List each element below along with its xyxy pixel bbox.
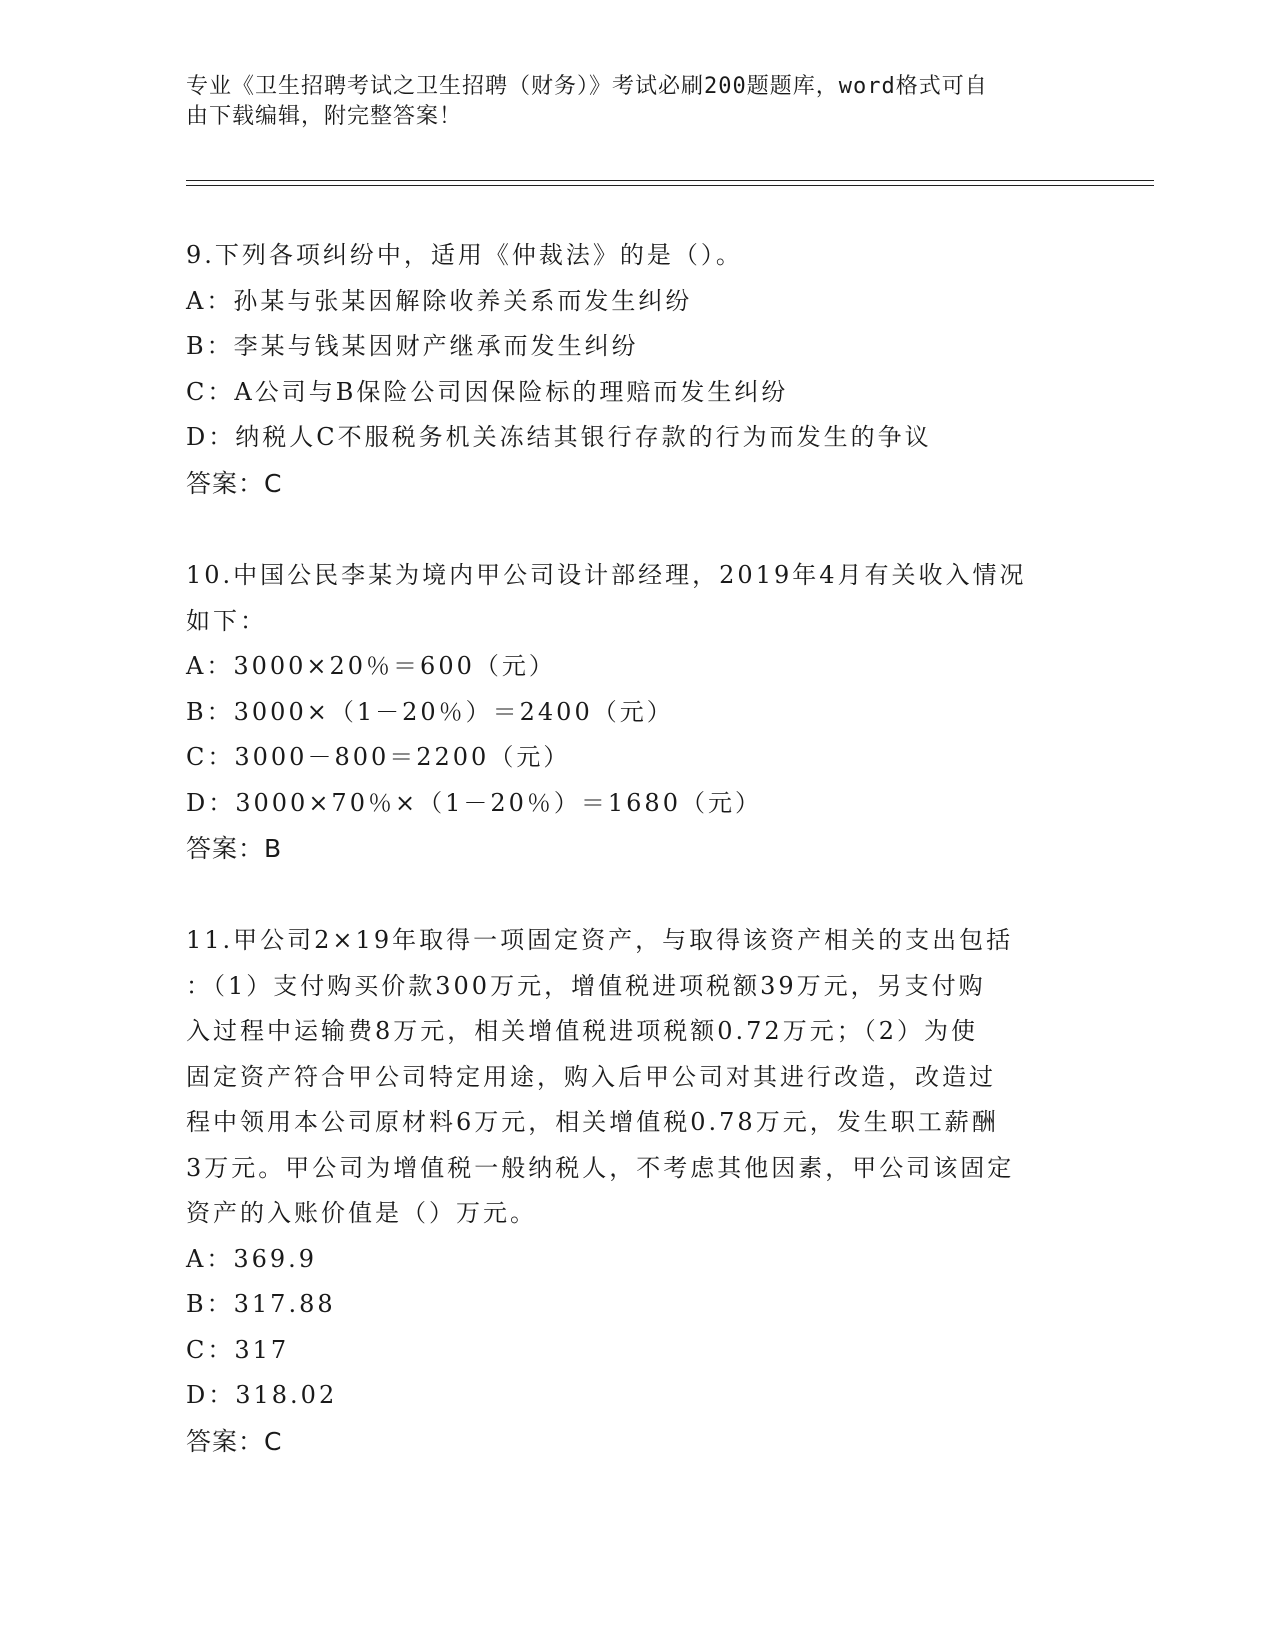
question-11 [186,918,1086,1464]
question-stem: 如下： [186,606,267,635]
question-stem: 10.中国公民李某为境内甲公司设计部经理，2019年4月有关收入情况 [186,561,1027,589]
option-b: B：317.88 [186,1290,336,1318]
question-stem: 11.甲公司2×19年取得一项固定资产，与取得该资产相关的支出包括 [186,926,1014,954]
header-line-1: 专业《卫生招聘考试之卫生招聘（财务）》考试必刷200题题库，word格式可自 [186,74,988,99]
answer-line: 答案：C [186,1426,283,1456]
option-a: A：369.9 [186,1244,318,1273]
option-d: D：3000×70％×（1－20％）＝1680（元） [186,788,762,817]
question-stem: 程中领用本公司原材料6万元，相关增值税0.78万元，发生职工薪酬 [186,1108,999,1136]
option-c: C：3000－800＝2200（元） [186,743,571,771]
option-b: B：3000×（1－20％）＝2400（元） [186,697,674,726]
header-line-2: 由下载编辑，附完整答案！ [186,104,463,129]
option-d: D：纳税人C不服税务机关冻结其银行存款的行为而发生的争议 [186,423,932,451]
question-stem: 入过程中运输费8万元，相关增值税进项税额0.72万元；（2）为使 [186,1017,978,1045]
header-divider-top [186,180,1154,181]
question-stem: 资产的入账价值是（）万元。 [186,1199,537,1227]
option-c: C：317 [186,1335,290,1364]
option-a: A：孙某与张某因解除收养关系而发生纠纷 [186,286,693,315]
question-stem: 3万元。甲公司为增值税一般纳税人，不考虑其他因素，甲公司该固定 [186,1153,1015,1182]
header-divider-bottom [186,185,1154,186]
option-d: D：318.02 [186,1381,338,1409]
question-stem: ：（1）支付购买价款300万元，增值税进项税额39万元，另支付购 [186,971,986,1000]
document-header [186,72,1086,132]
question-10 [186,553,1086,872]
option-a: A：3000×20％＝600（元） [186,652,556,680]
option-b: B：李某与钱某因财产继承而发生纠纷 [186,332,639,360]
question-9 [186,233,1086,506]
answer-line: 答案：B [186,834,283,863]
question-stem: 固定资产符合甲公司特定用途，购入后甲公司对其进行改造，改造过 [186,1062,996,1091]
question-stem: 9.下列各项纠纷中，适用《仲裁法》的是（）。 [186,241,743,269]
option-c: C：A公司与B保险公司因保险标的理赔而发生纠纷 [186,377,789,406]
answer-line: 答案：C [186,468,283,498]
